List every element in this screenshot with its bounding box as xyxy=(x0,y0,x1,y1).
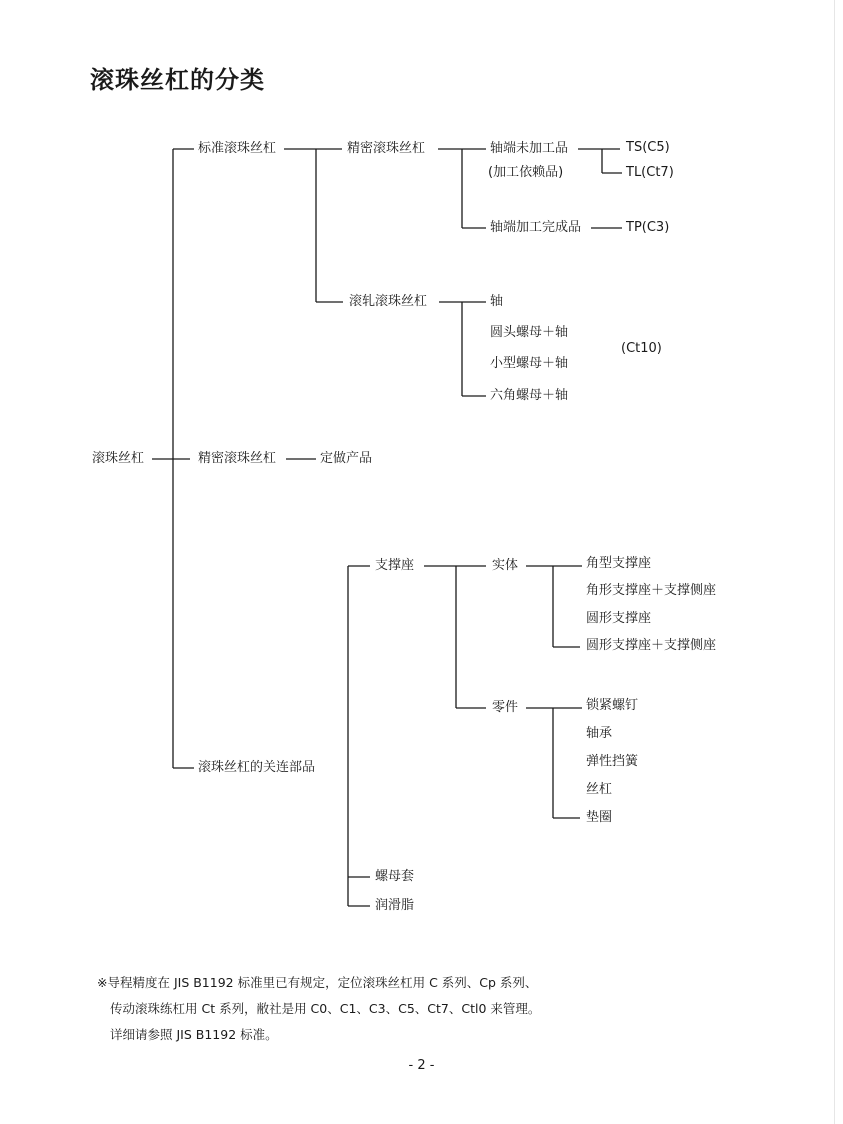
node-support: 支撑座 xyxy=(375,558,415,573)
page-title: 滚珠丝杠的分类 xyxy=(90,66,265,94)
node-precision: 精密滚珠丝杠 xyxy=(347,141,426,156)
node-component: 零件 xyxy=(492,700,519,715)
node-unfinished: 轴端未加工品 xyxy=(490,141,569,156)
footnote xyxy=(97,970,540,1048)
solid-item: 圆形支撑座＋支撑侧座 xyxy=(586,638,717,653)
rolled-item: 圆头螺母＋轴 xyxy=(490,325,569,340)
scan-edge-line xyxy=(834,0,835,1124)
node-standard: 标准滚珠丝杠 xyxy=(198,141,277,156)
node-made-to-order: 定做产品 xyxy=(320,451,373,466)
node-nut-sleeve: 螺母套 xyxy=(375,869,415,884)
node-grease: 润滑脂 xyxy=(375,898,415,913)
page-number: - 2 - xyxy=(408,1058,435,1073)
component-item: 锁紧螺钉 xyxy=(586,698,639,713)
rolled-item: 轴 xyxy=(490,294,504,309)
node-finished: 轴端加工完成品 xyxy=(490,220,582,235)
node-solid: 实体 xyxy=(492,558,519,573)
node-root: 滚珠丝杠 xyxy=(92,451,145,466)
node-parts: 滚珠丝杠的关连部品 xyxy=(198,760,316,775)
solid-item: 角形支撑座＋支撑侧座 xyxy=(586,583,717,598)
rolled-item: 六角螺母＋轴 xyxy=(490,388,569,403)
node-rolled: 滚轧滚珠丝杠 xyxy=(349,294,428,309)
node-ts: TS(C5) xyxy=(626,140,670,155)
solid-item: 圆形支撑座 xyxy=(586,611,652,626)
node-tp: TP(C3) xyxy=(626,220,670,235)
node-ct10: (Ct10) xyxy=(621,341,662,356)
component-item: 轴承 xyxy=(586,726,613,741)
component-item: 弹性挡簧 xyxy=(586,754,639,769)
footnote-line: 传动滚珠练杠用 Ct 系列，敝社是用 C0、C1、C3、C5、Ct7、Ctl0 来管理。 xyxy=(110,1001,541,1016)
footnote-line: 详细请参照 JIS B1192 标准。 xyxy=(110,1027,278,1042)
footnote-line: ※导程精度在 JIS B1192 标准里已有规定，定位滚珠丝杠用 C 系列、Cp 系列、 xyxy=(97,975,538,990)
component-item: 丝杠 xyxy=(586,782,613,797)
rolled-item: 小型螺母＋轴 xyxy=(490,356,569,371)
solid-item: 角型支撑座 xyxy=(586,556,652,571)
node-custom: 精密滚珠丝杠 xyxy=(198,451,277,466)
node-tl: TL(Ct7) xyxy=(626,165,674,180)
component-item: 垫圈 xyxy=(586,810,613,825)
node-unfinished-note: (加工依赖品) xyxy=(488,165,564,180)
